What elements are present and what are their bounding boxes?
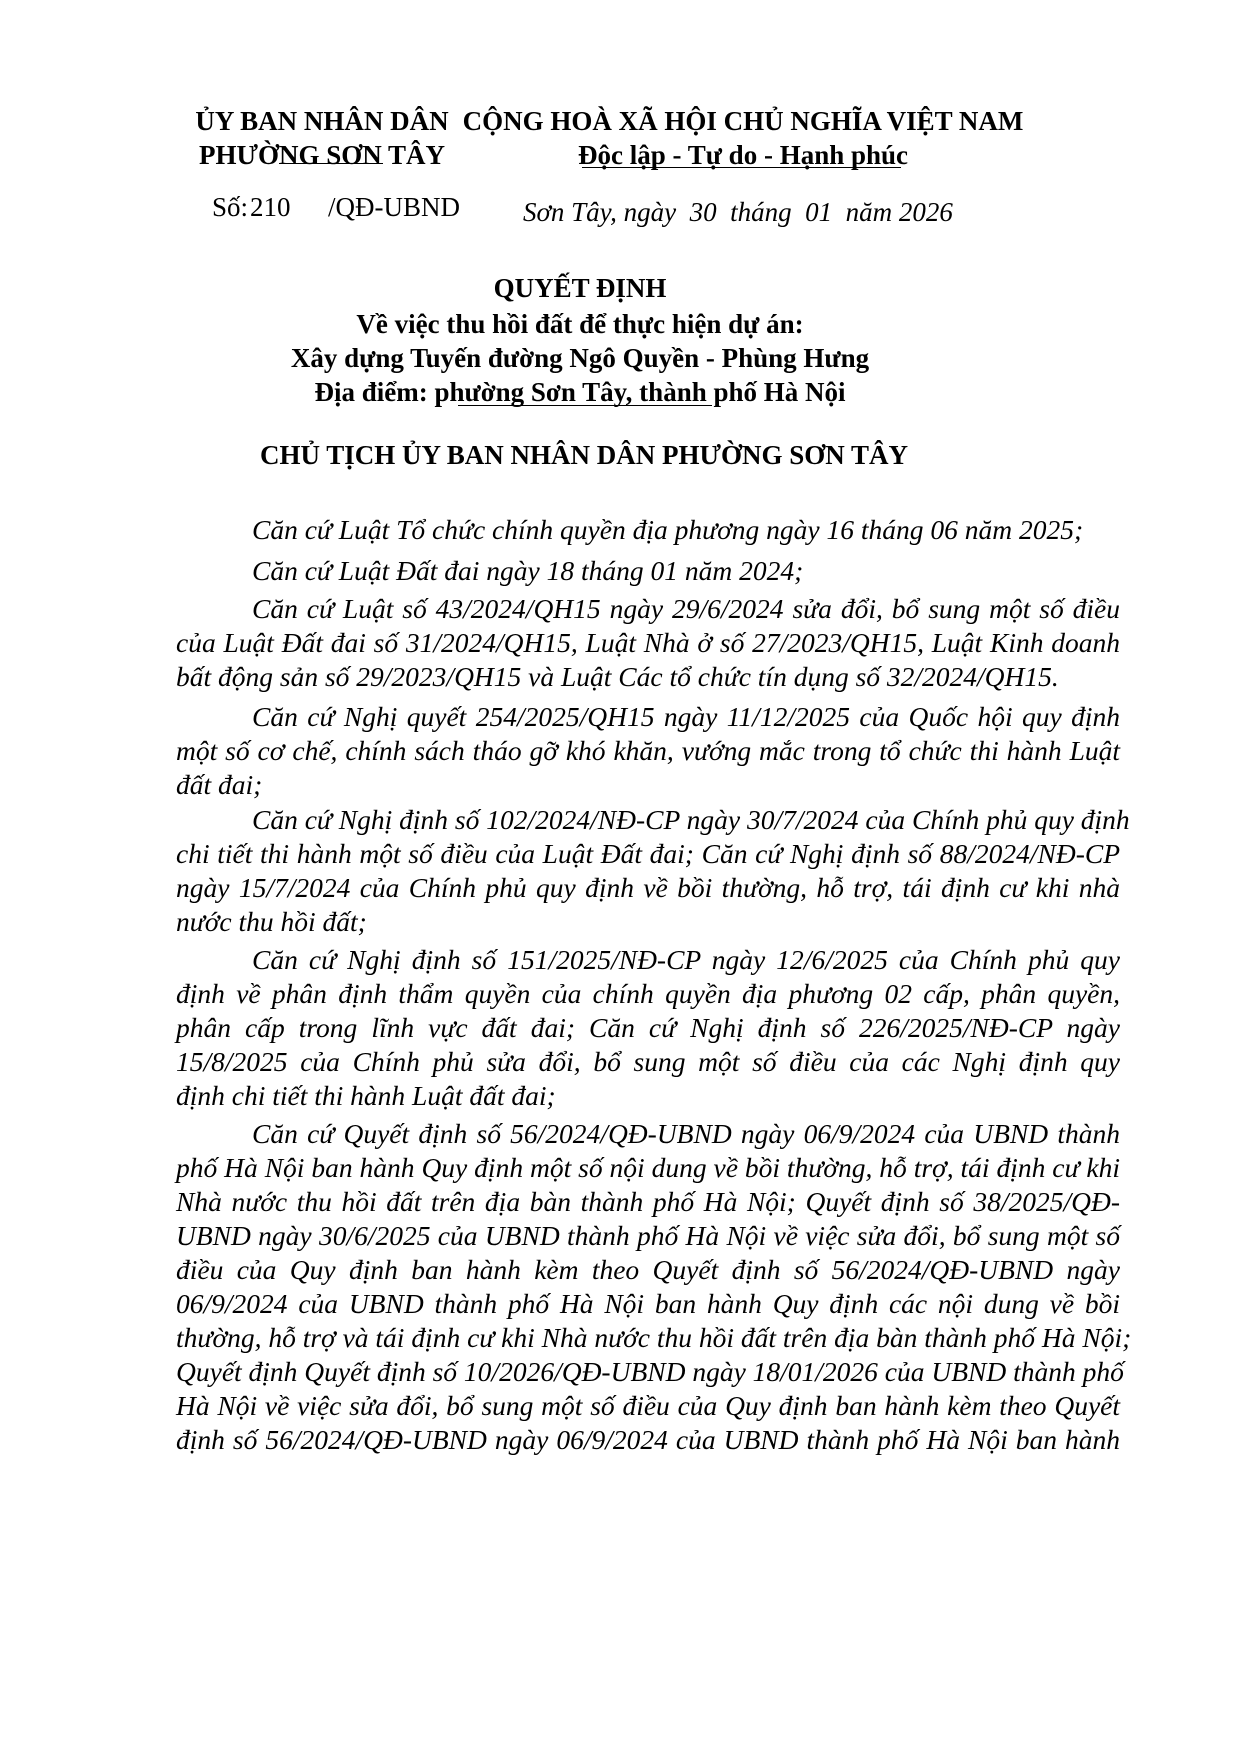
legal-basis-line: Căn cứ Luật Tổ chức chính quyền địa phương ngày 16 tháng 06 năm 2025; bbox=[252, 514, 1084, 545]
motto: Độc lập - Tự do - Hạnh phúc bbox=[577, 140, 909, 170]
issuing-authority bbox=[195, 104, 448, 172]
legal-basis-line: phố Hà Nội ban hành Quy định một số nội dung về bồi thường, hỗ trợ, tái định cư khi bbox=[176, 1152, 1120, 1183]
authority-underline bbox=[279, 163, 383, 164]
motto-underline bbox=[582, 167, 901, 168]
country-name: CỘNG HOÀ XÃ HỘI CHỦ NGHĨA VIỆT NAM bbox=[462, 106, 1024, 136]
legal-basis-1 bbox=[176, 513, 1120, 547]
legal-basis-line: đất đai; bbox=[176, 769, 263, 800]
legal-basis-line: Căn cứ Quyết định số 56/2024/QĐ-UBND ngày 06/9/2024 của UBND thành bbox=[252, 1118, 1120, 1149]
legal-basis-6 bbox=[176, 943, 1120, 1113]
legal-basis-line: bất động sản số 29/2023/QH15 và Luật Các tổ chức tín dụng số 32/2024/QH15. bbox=[176, 661, 1059, 692]
legal-basis-line: Căn cứ Nghị định số 151/2025/NĐ-CP ngày 12/6/2025 của Chính phủ quy bbox=[252, 944, 1120, 975]
legal-basis-line: Quyết định Quyết định số 10/2026/QĐ-UBND ngày 18/01/2026 của UBND thành phố bbox=[176, 1356, 1124, 1387]
issuing-authority-line1: ỦY BAN NHÂN DÂN bbox=[195, 106, 449, 136]
doc-number-suffix: /QĐ-UBND bbox=[328, 192, 460, 222]
authority-heading: CHỦ TỊCH ỦY BAN NHÂN DÂN PHƯỜNG SƠN TÂY bbox=[259, 440, 909, 470]
legal-basis-line: một số cơ chế, chính sách tháo gỡ khó khăn, vướng mắc trong tổ chức thi hành Luật bbox=[176, 735, 1120, 766]
decision-location: Địa điểm: phường Sơn Tây, thành phố Hà Nội bbox=[314, 377, 846, 407]
legal-basis-line: Căn cứ Luật Đất đai ngày 18 tháng 01 năm 2024; bbox=[252, 555, 804, 586]
legal-basis-line: điều của Quy định ban hành kèm theo Quyết định số 56/2024/QĐ-UBND ngày bbox=[176, 1254, 1120, 1285]
legal-basis-line: Hà Nội về việc sửa đổi, bổ sung một số điều của Quy định ban hành kèm theo Quyết bbox=[176, 1390, 1120, 1421]
legal-basis-line: Căn cứ Nghị quyết 254/2025/QH15 ngày 11/12/2025 của Quốc hội quy định bbox=[252, 701, 1120, 732]
decision-subject-line2: Xây dựng Tuyến đường Ngô Quyền - Phùng Hưng bbox=[290, 343, 870, 373]
legal-basis-line: phân cấp trong lĩnh vực đất đai; Căn cứ Nghị định số 226/2025/NĐ-CP ngày bbox=[176, 1012, 1120, 1043]
issuing-authority-line2: PHƯỜNG SƠN TÂY bbox=[198, 140, 446, 170]
legal-basis-line: định số 56/2024/QĐ-UBND ngày 06/9/2024 của UBND thành phố Hà Nội ban hành bbox=[176, 1424, 1120, 1455]
title-underline bbox=[458, 405, 712, 406]
legal-basis-line: chi tiết thi hành một số điều của Luật Đất đai; Căn cứ Nghị định số 88/2024/NĐ-CP bbox=[176, 838, 1120, 869]
decision-subject-line1: Về việc thu hồi đất để thực hiện dự án: bbox=[356, 309, 804, 339]
legal-basis-line: 15/8/2025 của Chính phủ sửa đổi, bổ sung một số điều của các Nghị định quy bbox=[176, 1046, 1120, 1077]
legal-basis-line: Nhà nước thu hồi đất trên địa bàn thành phố Hà Nội; Quyết định số 38/2025/QĐ- bbox=[176, 1186, 1120, 1217]
legal-basis-7 bbox=[176, 1117, 1132, 1457]
legal-basis-3 bbox=[176, 592, 1120, 694]
doc-number-label: Số: bbox=[212, 192, 249, 222]
legal-basis-line: thường, hỗ trợ và tái định cư khi Nhà nước thu hồi đất trên địa bàn thành phố Hà Nội; bbox=[176, 1322, 1132, 1353]
doc-number: 210 bbox=[250, 192, 291, 222]
legal-basis-line: nước thu hồi đất; bbox=[176, 906, 367, 937]
legal-basis-line: định về phân định thẩm quyền của chính quyền địa phương 02 cấp, phân quyền, bbox=[176, 978, 1120, 1009]
issue-date: Sơn Tây, ngày 30 tháng 01 năm 2026 bbox=[523, 197, 953, 227]
legal-basis-line: 06/9/2024 của UBND thành phố Hà Nội ban hành Quy định các nội dung về bồi bbox=[176, 1288, 1120, 1319]
legal-basis-line: của Luật Đất đai số 31/2024/QH15, Luật Nhà ở số 27/2023/QH15, Luật Kinh doanh bbox=[176, 627, 1120, 658]
legal-basis-line: ngày 15/7/2024 của Chính phủ quy định về bồi thường, hỗ trợ, tái định cư khi nhà bbox=[176, 872, 1120, 903]
legal-basis-line: định chi tiết thi hành Luật đất đai; bbox=[176, 1080, 556, 1111]
national-motto bbox=[463, 104, 1024, 172]
legal-basis-4 bbox=[176, 700, 1120, 802]
legal-basis-2 bbox=[176, 554, 1120, 588]
legal-basis-line: Căn cứ Luật số 43/2024/QH15 ngày 29/6/2024 sửa đổi, bổ sung một số điều bbox=[252, 593, 1120, 624]
legal-basis-line: Căn cứ Nghị định số 102/2024/NĐ-CP ngày 30/7/2024 của Chính phủ quy định bbox=[252, 804, 1130, 835]
legal-basis-5 bbox=[176, 803, 1130, 939]
decision-title: QUYẾT ĐỊNH bbox=[493, 273, 667, 303]
legal-basis-line: UBND ngày 30/6/2025 của UBND thành phố Hà Nội về việc sửa đổi, bổ sung một số bbox=[176, 1220, 1120, 1251]
